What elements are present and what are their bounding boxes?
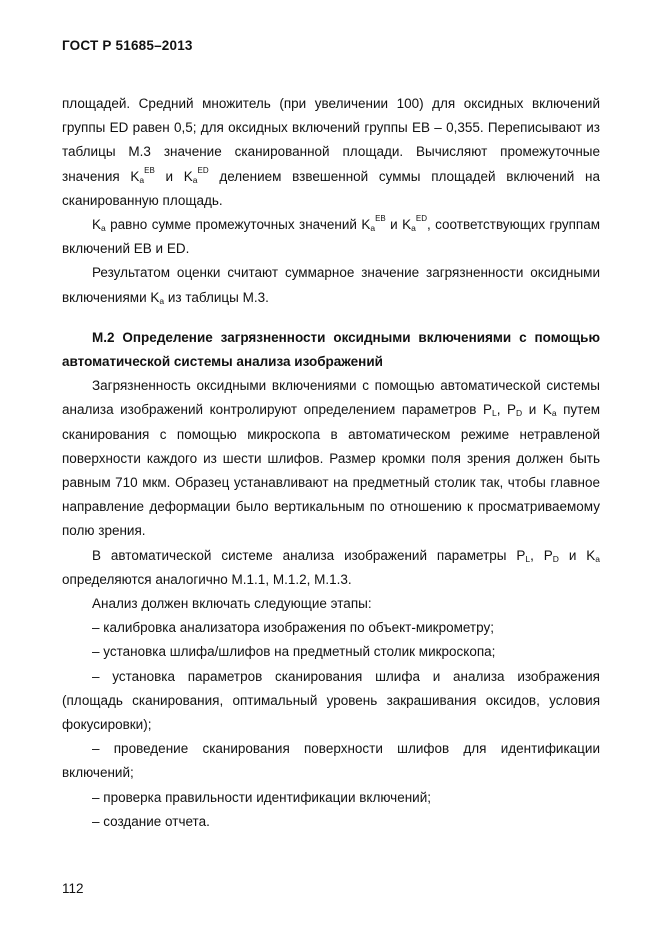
- paragraph-1: площадей. Средний множитель (при увеличении 100) для оксидных включений группы ED равен 0,5; для оксидных включений группы EB – 0,355. Переписывают из таблицы М.3 значение сканированной площади. Вычисляют промежуточные значения $K_a^{EB}$ и $K_a^{ED}$ делением взвешенной суммы площадей включений на сканированную площадь.: [62, 96, 600, 208]
- page-number: 112: [62, 881, 84, 896]
- paragraph-2: $K_a$ равно сумме промежуточных значений $K_a^{EB}$ и $K_a^{ED}$, соответствующих группам включений EB и ED.: [62, 214, 600, 257]
- list-item: – проверка правильности идентификации включений;: [92, 789, 432, 805]
- paragraph-5: В автоматической системе анализа изображений параметры $P_L$, $P_D$ и $K_a$ определяются аналогично М.1.1, М.1.2, М.1.3.: [62, 547, 600, 587]
- list-item: – калибровка анализатора изображения по объект-микрометру;: [92, 620, 494, 636]
- list-item: – установка параметров сканирования шлифа и анализа изображения (площадь сканирования, оптимальный уровень закрашивания оксидов, условия фокусировки);: [62, 668, 600, 733]
- list-item: – проведение сканирования поверхности шлифов для идентификации включений;: [62, 741, 600, 781]
- list-item: – создание отчета.: [92, 813, 210, 829]
- paragraph-4: Загрязненность оксидными включениями с помощью автоматической системы анализа изображений контролируют определением параметров $P_L$, $P_D$ и $K_a$ путем сканирования с помощью микроскопа в автоматическом режиме нетравленой поверхности каждого из шести шлифов. Размер кромки поля зрения должен быть равным 710 мкм. Образец устанавливают на предметный столик так, чтобы главное направление деформации было вертикальным по отношению к просматриваемому полю зрения.: [62, 378, 601, 539]
- page-content: [62, 92, 600, 834]
- paragraph-3: Результатом оценки считают суммарное значение загрязненности оксидными включениями $K_a$ из таблицы М.3.: [62, 265, 600, 306]
- section-heading: М.2 Определение загрязненности оксидными включениями с помощью автоматической системы анализа изображений: [62, 329, 600, 370]
- list-item: – установка шлифа/шлифов на предметный столик микроскопа;: [92, 644, 496, 660]
- paragraph-6: Анализ должен включать следующие этапы:: [92, 596, 372, 612]
- page-header: ГОСТ Р 51685–2013: [62, 38, 193, 53]
